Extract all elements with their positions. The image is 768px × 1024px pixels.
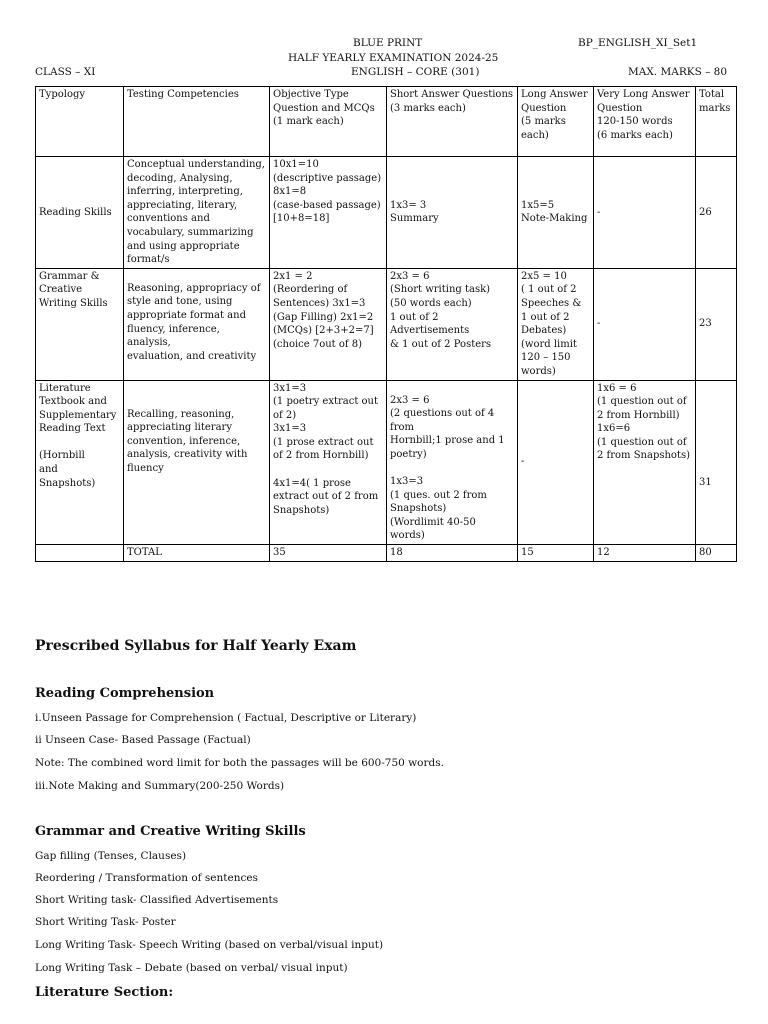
table-row [36,380,737,545]
header-short-answer: Short Answer Questions (3 marks each) [387,87,518,157]
objective-cell: 2x1 = 2 (Reordering of Sentences) 3x1=3 (Gap Filling) 2x1=2 (MCQs) [2+3+2=7] (choice 7out of 8) [270,268,387,380]
header-competencies: Testing Competencies [124,87,270,157]
total-row-typology [36,545,124,562]
total-row-very-long: 12 [594,545,696,562]
syllabus-item: Note: The combined word limit for both the passages will be 600-750 words. [35,757,444,769]
typology-cell: Reading Skills [36,157,124,269]
paper-code: BP_ENGLISH_XI_Set1 [578,37,698,49]
class-label: CLASS – XI [35,66,96,78]
typology-cell: Grammar & Creative Writing Skills [36,268,124,380]
total-row-label: TOTAL [124,545,270,562]
syllabus-item: Long Writing Task – Debate (based on verbal/ visual input) [35,962,348,974]
total-cell: 26 [696,157,737,269]
syllabus-item: Long Writing Task- Speech Writing (based on verbal/visual input) [35,939,384,951]
total-cell: 31 [696,380,737,545]
short-answer-cell: 2x3 = 6 (Short writing task) (50 words each) 1 out of 2 Advertisements & 1 out of 2 Posters [387,268,518,380]
long-answer-cell: - [518,380,594,545]
total-row-total: 80 [696,545,737,562]
max-marks-label: MAX. MARKS – 80 [628,66,728,78]
very-long-answer-cell: - [594,157,696,269]
blueprint-title: BLUE PRINT [353,37,423,49]
syllabus-item: iii.Note Making and Summary(200-250 Words) [35,780,285,792]
table-row [36,157,737,269]
objective-cell: 10x1=10 (descriptive passage) 8x1=8 (case-based passage) [10+8=18] [270,157,387,269]
syllabus-item: Short Writing task- Classified Advertisements [35,894,279,906]
syllabus-item: Reordering / Transformation of sentences [35,872,258,884]
syllabus-item: i.Unseen Passage for Comprehension ( Factual, Descriptive or Literary) [35,712,417,724]
syllabus-item: Short Writing Task- Poster [35,916,176,928]
long-answer-cell: 2x5 = 10 ( 1 out of 2 Speeches & 1 out of 2 Debates) (word limit 120 – 150 words) [518,268,594,380]
syllabus-title: Prescribed Syllabus for Half Yearly Exam [35,638,357,654]
competencies-cell: Recalling, reasoning, appreciating literary convention, inference, analysis, creativity with fluency [124,380,270,545]
blueprint-table [35,86,737,562]
section-heading: Literature Section: [35,985,174,1000]
competencies-cell: Reasoning, appropriacy of style and tone, using appropriate format and fluency, inference, analysis, evaluation, and creativity [124,268,270,380]
table-header-row [36,87,737,157]
short-answer-cell: 2x3 = 6 (2 questions out of 4 from Hornbill;1 prose and 1 poetry) 1x3=3 (1 ques. out 2 from Snapshots) (Wordlimit 40-50 words) [387,380,518,545]
total-row-objective: 35 [270,545,387,562]
header-total-marks: Total marks [696,87,737,157]
section-heading: Grammar and Creative Writing Skills [35,824,306,839]
header-objective: Objective Type Question and MCQs (1 mark each) [270,87,387,157]
very-long-answer-cell: 1x6 = 6 (1 question out of 2 from Hornbill) 1x6=6 (1 question out of 2 from Snapshots) [594,380,696,545]
objective-cell: 3x1=3 (1 poetry extract out of 2) 3x1=3 (1 prose extract out of 2 from Hornbill) 4x1=4( 1 prose extract out of 2 from Snapshots) [270,380,387,545]
exam-name: HALF YEARLY EXAMINATION 2024-25 [288,52,499,64]
competencies-cell: Conceptual understanding, decoding, Analysing, inferring, interpreting, appreciating, literary, conventions and vocabulary, summarizing and using appropriate format/s [124,157,270,269]
table-row [36,268,737,380]
total-row-short: 18 [387,545,518,562]
header-typology: Typology [36,87,124,157]
typology-cell: Literature Textbook and Supplementary Reading Text (Hornbill and Snapshots) [36,380,124,545]
section-heading: Reading Comprehension [35,686,215,701]
table-total-row [36,545,737,562]
short-answer-cell: 1x3= 3 Summary [387,157,518,269]
total-cell: 23 [696,268,737,380]
header-long-answer: Long Answer Question (5 marks each) [518,87,594,157]
header-very-long-answer: Very Long Answer Question 120-150 words (6 marks each) [594,87,696,157]
long-answer-cell: 1x5=5 Note-Making [518,157,594,269]
subject-label: ENGLISH – CORE (301) [351,66,480,78]
total-row-long: 15 [518,545,594,562]
syllabus-item: ii Unseen Case- Based Passage (Factual) [35,734,251,746]
syllabus-item: Gap filling (Tenses, Clauses) [35,850,187,862]
very-long-answer-cell: - [594,268,696,380]
